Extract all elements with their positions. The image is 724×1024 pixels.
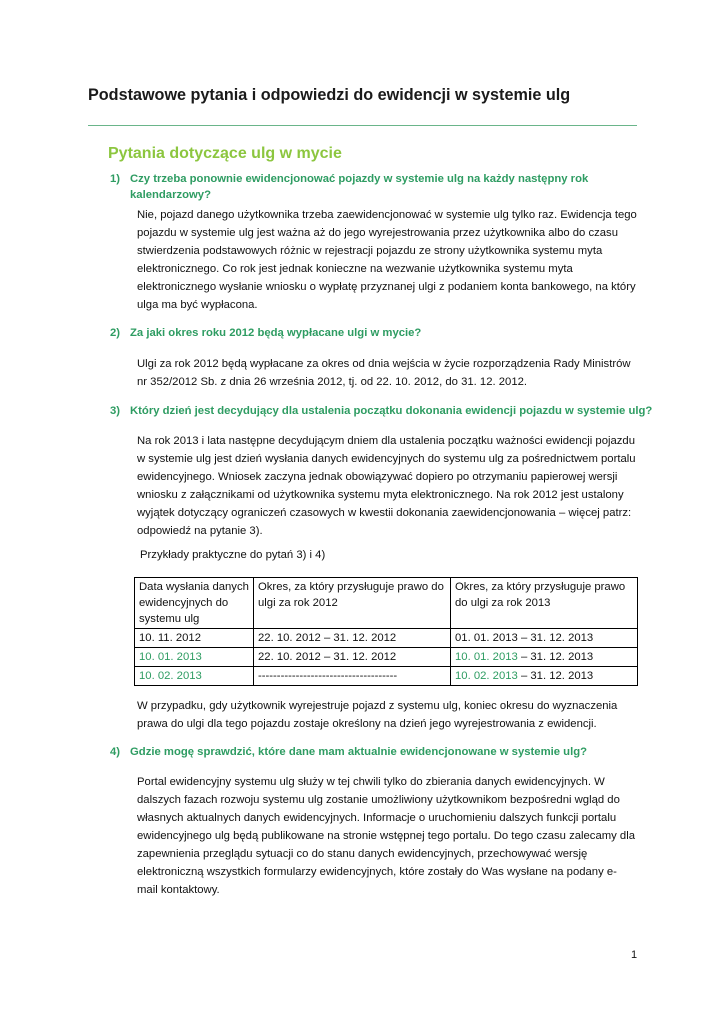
examples-table [134, 577, 638, 686]
table-row [135, 648, 638, 667]
document-title: Podstawowe pytania i odpowiedzi do ewidencji w systemie ulg [88, 86, 571, 104]
question-number: 3) [110, 405, 121, 417]
question-number: 1) [110, 173, 121, 185]
table-row [135, 667, 638, 686]
answer-3: Na rok 2013 i lata następne decydującym dniem dla ustalenia początku ważności ewidencji pojazdu w systemie ulg jest dzień wysłania danych ewidencyjnych do systemu ulg za pośrednictwem portalu ewidencyjnego. Wniosek zaczyna jednak obowiązywać dopiero po otrzymaniu papierowej wersji wniosku z załącznikami od użytkownika systemu myta elektronicznego. Na rok 2012 jest ustalony wyjątek dotyczący ograniczeń czasowych w kwestii dokonania zaewidencjonowania – więcej patrz: odpowiedź na pytanie 3). [137, 435, 636, 537]
period-end: – 31. 12. 2013 [517, 632, 594, 644]
table-cell-2013 [451, 667, 638, 686]
question-3 [110, 403, 653, 419]
answer-1: Nie, pojazd danego użytkownika trzeba zaewidencjonować w systemie ulg tylko raz. Ewidencja tego pojazdu w systemie ulg jest ważna aż do jego wyrejestrowania przez użytkownika albo do czasu stwierdzenia podstawowych różnic w rejestracji pojazdu ze strony użytkownika systemu myta elektronicznego. Co rok jest jednak konieczne na wezwanie użytkownika systemu myta elektronicznego wysłanie wniosku o wypłatę przyznanej ulgi z podaniem konta bankowego, na który ulga ma być wypłacona. [137, 209, 637, 311]
column-header: Okres, za który przysługuje prawo do ulgi za rok 2012 [254, 578, 451, 629]
table-cell-2013 [451, 648, 638, 667]
question-text: Czy trzeba ponownie ewidencjonować pojazdy w systemie ulg na każdy następny rok kalendarzowy? [130, 173, 589, 201]
question-text: Który dzień jest decydujący dla ustalenia początku dokonania ewidencji pojazdu w systemie ulg? [130, 405, 653, 417]
question-4 [110, 744, 630, 760]
answer-2: Ulgi za rok 2012 będą wypłacane za okres od dnia wejścia w życie rozporządzenia Rady Ministrów nr 352/2012 Sb. z dnia 26 września 2012, tj. od 22. 10. 2012, do 31. 12. 2012. [137, 358, 631, 388]
period-end: – 31. 12. 2013 [517, 651, 594, 663]
examples-label: Przykłady praktyczne do pytań 3) i 4) [140, 549, 326, 561]
table-cell-2012: ------------------------------------- [254, 667, 451, 686]
table-cell-date: 10. 11. 2012 [135, 629, 254, 648]
question-2 [110, 325, 630, 341]
section-title: Pytania dotyczące ulg w mycie [108, 145, 342, 162]
after-table-note: W przypadku, gdy użytkownik wyrejestruje pojazd z systemu ulg, koniec okresu do wyznaczenia prawa do ulgi dla tego pojazdu zostaje określony na dzień jego wyrejestrowania z ewidencji. [137, 700, 618, 730]
table-cell-date: 10. 02. 2013 [135, 667, 254, 686]
table-cell-2012: 22. 10. 2012 – 31. 12. 2012 [254, 648, 451, 667]
period-start: 10. 02. 2013 [455, 670, 518, 682]
table-cell-date: 10. 01. 2013 [135, 648, 254, 667]
period-start: 10. 01. 2013 [455, 651, 518, 663]
table-cell-2012: 22. 10. 2012 – 31. 12. 2012 [254, 629, 451, 648]
page-number: 1 [631, 949, 638, 961]
table-cell-2013 [451, 629, 638, 648]
question-1 [110, 171, 630, 203]
question-text: Za jaki okres roku 2012 będą wypłacane ulgi w mycie? [130, 327, 422, 339]
table-row [135, 629, 638, 648]
period-start: 01. 01. 2013 [455, 632, 518, 644]
column-header: Data wysłania danych ewidencyjnych do systemu ulg [135, 578, 254, 629]
table-header-row [135, 578, 638, 629]
answer-4: Portal ewidencyjny systemu ulg służy w tej chwili tylko do zbierania danych ewidencyjnych. W dalszych fazach rozwoju systemu ulg zostanie umożliwiony użytkownikom bezpośredni wgląd do własnych aktualnych danych ewidencyjnych. Informacje o uruchomieniu dalszych funkcji portalu ewidencyjnego ulg będą publikowane na stronie wstępnej tego portalu. Do tego czasu zalecamy dla zapewnienia przeglądu sytuacji co do stanu danych ewidencyjnych, przechowywać wersję elektroniczną wszystkich formularzy ewidencyjnych, które zostały do Was wysłane na podany e-mail kontaktowy. [137, 776, 636, 896]
column-header: Okres, za który przysługuje prawo do ulgi za rok 2013 [451, 578, 638, 629]
period-end: – 31. 12. 2013 [517, 670, 594, 682]
question-text: Gdzie mogę sprawdzić, które dane mam aktualnie ewidencjonowane w systemie ulg? [130, 746, 588, 758]
question-number: 2) [110, 327, 121, 339]
title-divider [88, 125, 637, 126]
question-number: 4) [110, 746, 121, 758]
